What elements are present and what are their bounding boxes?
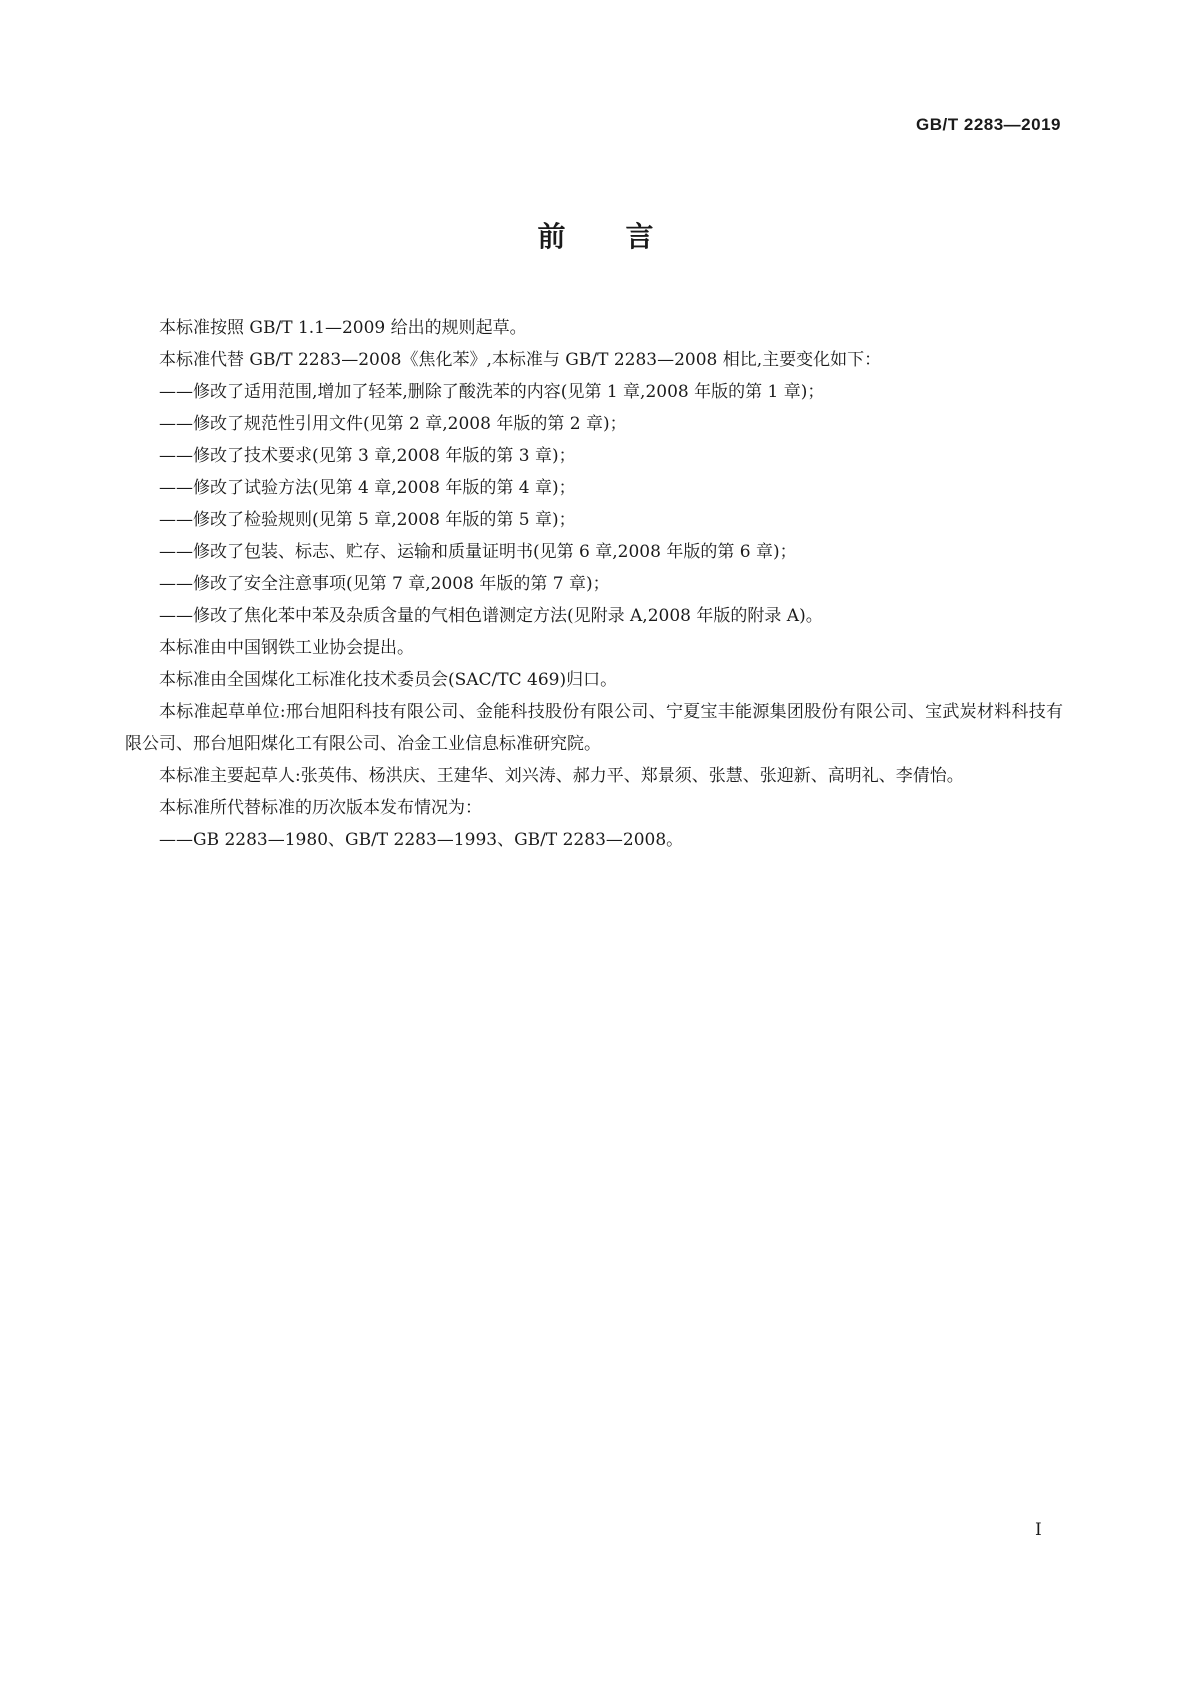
list-item: ——修改了安全注意事项(见第 7 章,2008 年版的第 7 章)；: [159, 574, 610, 594]
standard-code: GB/T 2283—2019: [916, 115, 1061, 134]
document-body: [125, 312, 1063, 856]
list-item: ——修改了焦化苯中苯及杂质含量的气相色谱测定方法(见附录 A,2008 年版的附录 A)。: [159, 606, 823, 626]
list-item: ——修改了试验方法(见第 4 章,2008 年版的第 4 章)；: [159, 478, 576, 498]
list-item: ——GB 2283—1980、GB/T 2283—1993、GB/T 2283—2008。: [159, 830, 684, 850]
paragraph: 本标准起草单位:邢台旭阳科技有限公司、金能科技股份有限公司、宁夏宝丰能源集团股份有限公司、宝武炭材料科技有限公司、邢台旭阳煤化工有限公司、冶金工业信息标准研究院。: [125, 702, 1063, 754]
list-item: ——修改了包装、标志、贮存、运输和质量证明书(见第 6 章,2008 年版的第 6 章)；: [159, 542, 797, 562]
paragraph: 本标准代替 GB/T 2283—2008《焦化苯》,本标准与 GB/T 2283—2008 相比,主要变化如下：: [159, 350, 882, 370]
paragraph: 本标准所代替标准的历次版本发布情况为：: [159, 798, 482, 818]
paragraph: 本标准由中国钢铁工业协会提出。: [159, 638, 414, 658]
paragraph: 本标准主要起草人:张英伟、杨洪庆、王建华、刘兴涛、郝力平、郑景须、张慧、张迎新、高明礼、李倩怡。: [159, 766, 964, 786]
list-item: ——修改了技术要求(见第 3 章,2008 年版的第 3 章)；: [159, 446, 576, 466]
paragraph: 本标准由全国煤化工标准化技术委员会(SAC/TC 469)归口。: [159, 670, 618, 690]
paragraph: 本标准按照 GB/T 1.1—2009 给出的规则起草。: [159, 318, 527, 338]
page-number: I: [1035, 1520, 1042, 1540]
list-item: ——修改了检验规则(见第 5 章,2008 年版的第 5 章)；: [159, 510, 576, 530]
list-item: ——修改了规范性引用文件(见第 2 章,2008 年版的第 2 章)；: [159, 414, 627, 434]
page-title: 前言: [537, 220, 714, 253]
list-item: ——修改了适用范围,增加了轻苯,删除了酸洗苯的内容(见第 1 章,2008 年版的第 1 章)；: [159, 382, 825, 402]
